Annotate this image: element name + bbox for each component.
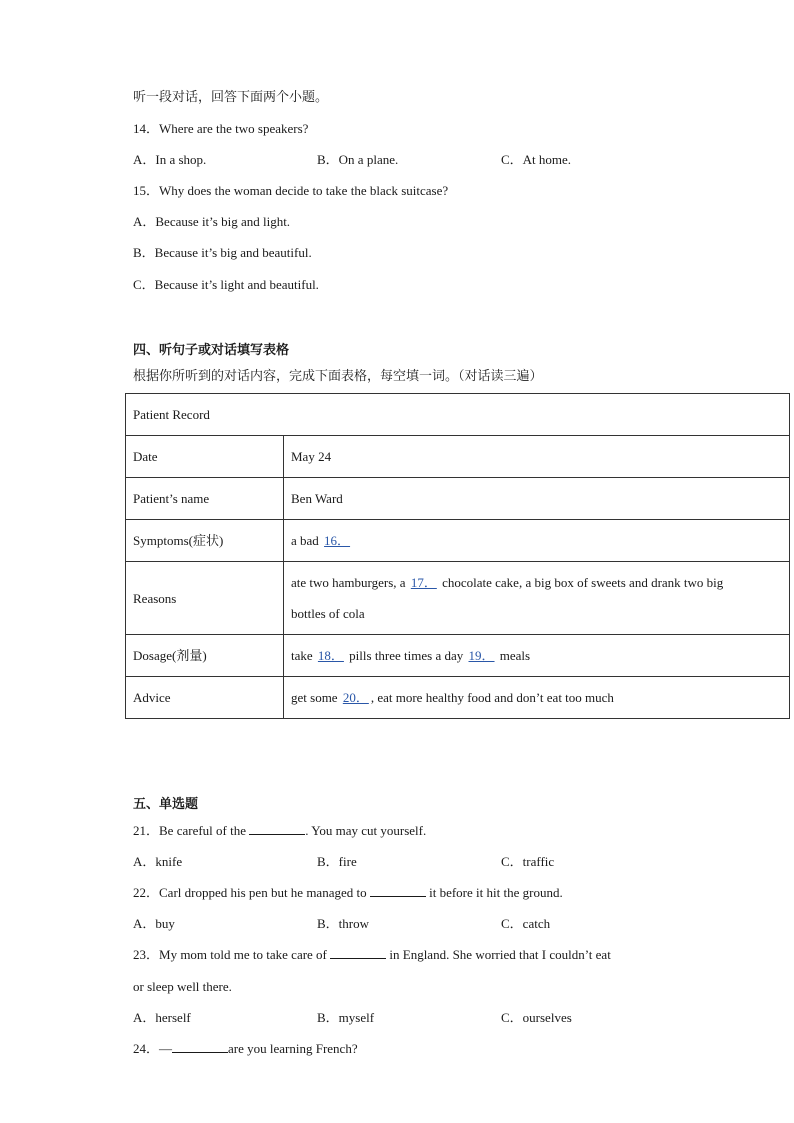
symptoms-label: Symptoms(症状) <box>126 520 284 562</box>
option-c[interactable]: C．catch <box>501 916 551 931</box>
blank-20[interactable]: 20． <box>342 690 369 705</box>
question-22-options <box>133 915 733 933</box>
symptoms-value <box>284 520 790 562</box>
question-number: 24． <box>133 1041 160 1056</box>
table-title: Patient Record <box>126 394 790 436</box>
question-text: Where are the two speakers? <box>159 121 309 136</box>
option-a[interactable]: A．buy <box>133 916 175 931</box>
option-c[interactable]: C．Because it’s light and beautiful. <box>133 277 319 292</box>
option-b[interactable]: B．Because it’s big and beautiful. <box>133 245 312 260</box>
dosage-text: take <box>291 648 313 663</box>
date-value: May 24 <box>284 436 790 478</box>
question-number: 15． <box>133 183 160 198</box>
dosage-text: pills three times a day <box>349 648 464 663</box>
option-a[interactable]: A．Because it’s big and light. <box>133 214 291 229</box>
answer-blank[interactable] <box>370 884 426 897</box>
answer-blank[interactable] <box>249 822 305 835</box>
table-row <box>126 436 790 478</box>
question-number: 22． <box>133 885 160 900</box>
reasons-label: Reasons <box>126 562 284 635</box>
table-row <box>126 478 790 520</box>
reasons-text: chocolate cake, a big box of sweets and drank two big <box>442 575 724 590</box>
question-text: . You may cut yourself. <box>305 823 427 838</box>
reasons-text: bottles of cola <box>291 606 365 621</box>
question-23 <box>133 946 611 964</box>
advice-text: , eat more healthy food and don’t eat too much <box>370 690 614 705</box>
question-text: Why does the woman decide to take the black suitcase? <box>159 183 449 198</box>
advice-value <box>284 677 790 719</box>
answer-blank[interactable] <box>172 1040 228 1053</box>
dosage-text: meals <box>499 648 531 663</box>
option-c[interactable]: C．traffic <box>501 854 555 869</box>
question-14-options <box>133 151 733 169</box>
listening-intro: 听一段对话，回答下面两个小题。 <box>133 90 329 105</box>
blank-19[interactable]: 19． <box>468 648 495 663</box>
question-text: Carl dropped his pen but he managed to <box>159 885 367 900</box>
question-text: it before it hit the ground. <box>429 885 563 900</box>
date-label: Date <box>126 436 284 478</box>
section-5-heading: 五、单选题 <box>133 797 199 812</box>
question-15 <box>133 182 448 200</box>
advice-label: Advice <box>126 677 284 719</box>
question-14 <box>133 120 308 138</box>
blank-18[interactable]: 18． <box>317 648 344 663</box>
table-row <box>126 520 790 562</box>
reasons-value <box>284 562 790 635</box>
option-b[interactable]: B．On a plane. <box>317 152 399 167</box>
table-row <box>126 677 790 719</box>
option-a[interactable]: A．herself <box>133 1010 191 1025</box>
section-4-instruction: 根据你所听到的对话内容，完成下面表格，每空填一词。（对话读三遍） <box>133 369 543 384</box>
question-text: or sleep well there. <box>133 979 232 994</box>
dosage-label: Dosage(剂量) <box>126 635 284 677</box>
question-23-options <box>133 1009 733 1027</box>
question-number: 23． <box>133 947 160 962</box>
reasons-text: ate two hamburgers, a <box>291 575 406 590</box>
question-number: 21． <box>133 823 160 838</box>
section-4-heading: 四、听句子或对话填写表格 <box>133 343 290 358</box>
advice-text: get some <box>291 690 338 705</box>
question-21-options <box>133 853 733 871</box>
option-c[interactable]: C．At home. <box>501 152 572 167</box>
question-text: My mom told me to take care of <box>159 947 327 962</box>
option-b[interactable]: B．myself <box>317 1010 375 1025</box>
table-row <box>126 394 790 436</box>
question-24 <box>133 1040 358 1058</box>
blank-17[interactable]: 17． <box>410 575 437 590</box>
option-a[interactable]: A．In a shop. <box>133 152 207 167</box>
option-c[interactable]: C．ourselves <box>501 1010 572 1025</box>
answer-blank[interactable] <box>330 946 386 959</box>
question-21 <box>133 822 426 840</box>
question-text: Be careful of the <box>159 823 246 838</box>
question-number: 14． <box>133 121 160 136</box>
blank-16[interactable]: 16． <box>324 533 351 548</box>
question-text: in England. She worried that I couldn’t eat <box>389 947 611 962</box>
dosage-value <box>284 635 790 677</box>
question-text: are you learning French? <box>228 1041 358 1056</box>
table-row <box>126 562 790 635</box>
name-value: Ben Ward <box>284 478 790 520</box>
question-22 <box>133 884 563 902</box>
option-b[interactable]: B．fire <box>317 854 357 869</box>
dialogue-dash: — <box>159 1041 173 1056</box>
name-label: Patient’s name <box>126 478 284 520</box>
symptoms-text: a bad <box>291 533 319 548</box>
option-a[interactable]: A．knife <box>133 854 183 869</box>
option-b[interactable]: B．throw <box>317 916 370 931</box>
table-row <box>126 635 790 677</box>
patient-record-table <box>125 393 790 719</box>
